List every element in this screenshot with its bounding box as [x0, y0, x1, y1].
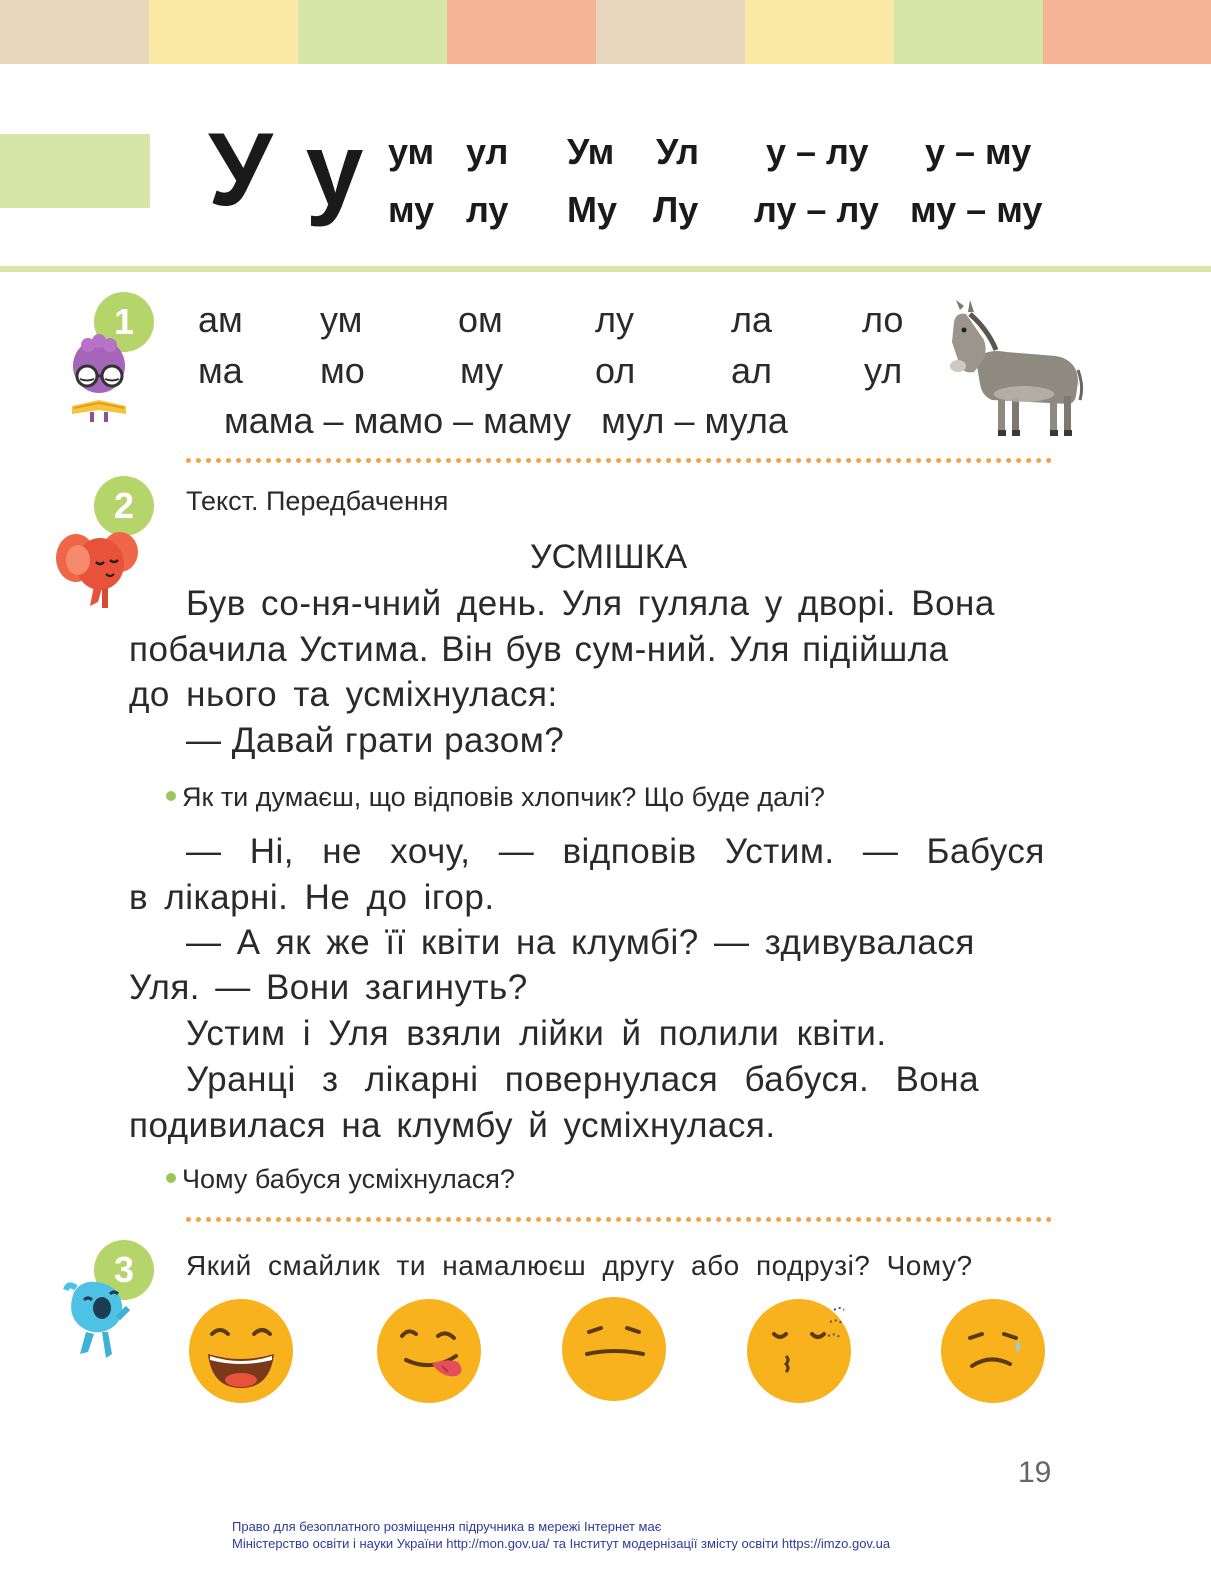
syllable: ол [595, 350, 636, 391]
lesson-letter: У у [208, 112, 366, 228]
task-2-heading: Текст. Передбачення [186, 486, 449, 516]
donkey-icon [946, 300, 1086, 440]
story-line: Уранці з лікарні повернулася бабуся. Вона [186, 1060, 980, 1099]
top-stripe-1 [0, 0, 149, 64]
syllable: ма [198, 350, 243, 391]
tongue-out-smiley-icon [376, 1298, 482, 1404]
header-syllable: у – му [925, 131, 1032, 172]
syllable: мо [320, 350, 365, 391]
story-title: УСМІШКА [530, 538, 688, 576]
story-line: — А як же її квіти на клумбі? — здивувалася [186, 923, 975, 962]
task-3-question: Який смайлик ти намалюєш другу або подрузі? Чому? [186, 1250, 973, 1281]
syllable: му [460, 350, 504, 391]
top-stripe-6 [745, 0, 894, 64]
story-line: побачила Устима. Він був сум-ний. Уля підійшла [129, 630, 949, 669]
bullet-icon [166, 1173, 176, 1183]
header-syllable: у – лу [766, 131, 869, 172]
top-stripe-7 [894, 0, 1043, 64]
laughing-smiley-icon [188, 1298, 294, 1404]
syllable: ла [731, 299, 773, 340]
story-line: в лікарні. Не до ігор. [129, 878, 495, 917]
section-divider [186, 1217, 1052, 1222]
story-line: Устим і Уля взяли лійки й полили квіти. [186, 1014, 887, 1053]
question-2: Чому бабуся усміхнулася? [166, 1166, 515, 1193]
top-stripe-8 [1043, 0, 1211, 64]
crying-smiley-icon [940, 1298, 1046, 1404]
story-line: до нього та усміхнулася: [129, 675, 558, 714]
section-divider [186, 458, 1052, 463]
header-syllable: Ул [656, 131, 699, 172]
syllable: ам [198, 299, 243, 340]
story-line: Уля. — Вони загинуть? [129, 968, 528, 1007]
top-stripe-4 [447, 0, 596, 64]
top-stripe-2 [149, 0, 298, 64]
task-number-1: 1 [94, 292, 154, 352]
footer-line-1: Право для безоплатного розміщення підручника в мережі Інтернет має [232, 1519, 662, 1534]
blue-mascot-icon [62, 1278, 132, 1366]
header-syllable: ул [466, 131, 509, 172]
red-elephant-mascot-icon [54, 522, 140, 612]
neutral-smiley-icon [561, 1296, 667, 1402]
header-syllable: Лу [653, 189, 699, 230]
syllable: лу [595, 299, 635, 340]
word-forms-line: мама – мамо – маму мул – мула [224, 400, 788, 441]
story-line: Був со-ня-чний день. Уля гуляла у дворі. Вона [186, 584, 995, 623]
task-number-3: 3 [94, 1240, 154, 1300]
top-stripe-5 [596, 0, 745, 64]
story-line: подивилася на клумбу й усміхнулася. [129, 1106, 776, 1145]
syllable: ум [320, 299, 363, 340]
sleeping-smiley-icon [746, 1298, 852, 1404]
story-line: — Давай грати разом? [186, 721, 565, 760]
footer-line-2: Міністерство освіти і науки України http://mon.gov.ua/ та Інститут модернізації змісту освіти https://imzo.gov.ua [232, 1536, 891, 1551]
letter-tab [0, 134, 150, 208]
header-divider [0, 266, 1211, 272]
header-syllable: ум [388, 131, 435, 172]
header-syllable: Ум [567, 131, 615, 172]
header-syllable: Му [567, 189, 618, 230]
top-stripe-3 [298, 0, 447, 64]
header-syllable: му [388, 189, 435, 230]
header-syllable: му – му [910, 189, 1043, 230]
syllable: ло [862, 299, 904, 340]
purple-mascot-icon [66, 334, 132, 424]
page-number: 19 [1018, 1456, 1052, 1489]
bullet-icon [166, 791, 176, 801]
header-syllable: лу – лу [754, 189, 879, 230]
syllable: ул [864, 350, 903, 391]
header-syllable: лу [466, 189, 509, 230]
syllable: ом [458, 299, 503, 340]
story-line: — Ні, не хочу, — відповів Устим. — Бабуся [186, 832, 1045, 871]
question-1: Як ти думаєш, що відповів хлопчик? Що буде далі? [166, 784, 825, 811]
syllable: ал [731, 350, 773, 391]
task-number-2: 2 [94, 476, 154, 536]
